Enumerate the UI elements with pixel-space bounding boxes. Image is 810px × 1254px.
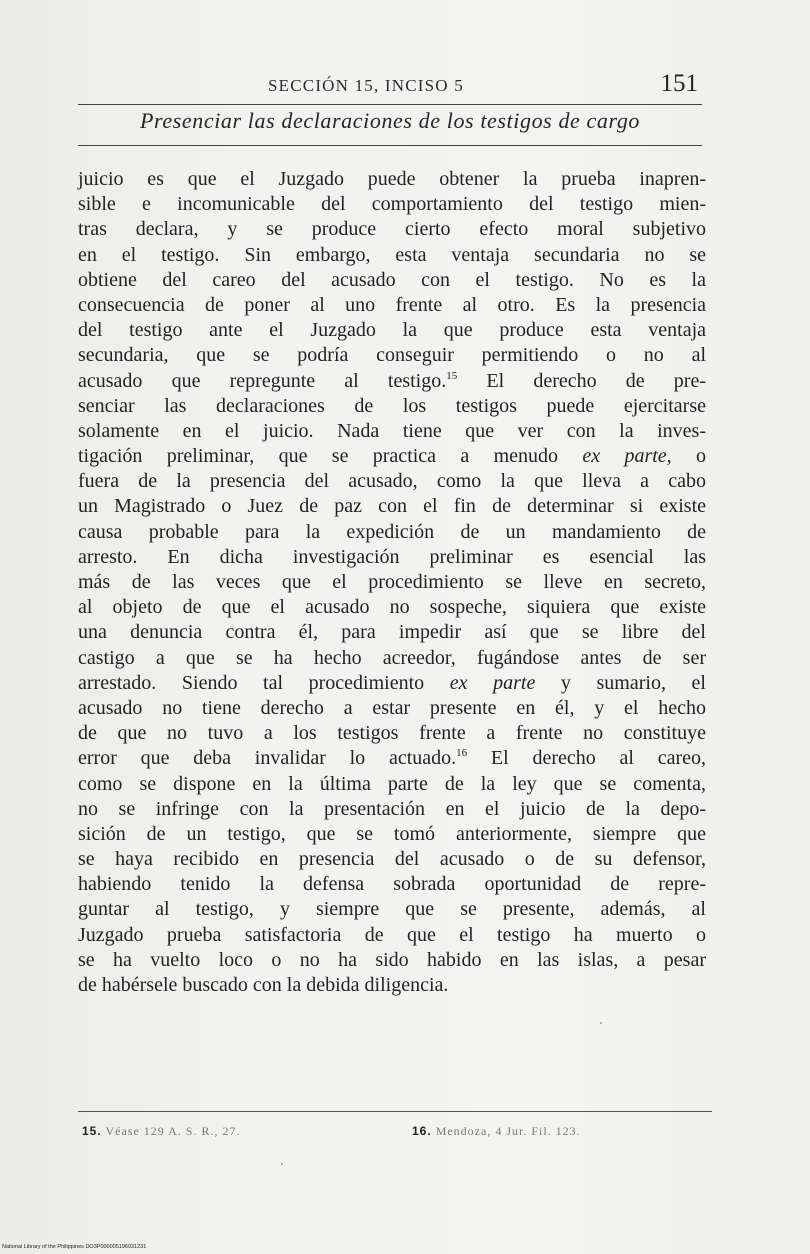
paper-speck (281, 1163, 283, 1165)
text-segment: El derecho de pre- (457, 369, 707, 392)
text-segment: tigación preliminar, que se practica a menudo (78, 445, 583, 468)
footnote-rule (78, 1111, 712, 1112)
text-line: al objeto de que el acusado no sospeche, siquiera que existe (78, 596, 706, 619)
text-segment: o (671, 445, 706, 468)
text-line: en el testigo. Sin embargo, esta ventaja secundaria no se (78, 243, 706, 266)
text-segment: error que deba invalidar lo actuado. (78, 747, 457, 770)
latin-term: ex parte, (582, 445, 672, 468)
text-line: se ha vuelto loco o no ha sido habido en las islas, a pesar (78, 948, 706, 971)
text-line: juicio es que el Juzgado puede obtener la prueba inapren- (78, 168, 706, 190)
text-line: de habérsele buscado con la debida diligencia. (78, 974, 449, 996)
text-line: un Magistrado o Juez de paz con el fin de determinar si existe (78, 495, 706, 518)
text-line: una denuncia contra él, para impedir así que se libre del (78, 621, 706, 644)
text-line: causa probable para la expedición de un mandamiento de (78, 520, 706, 543)
text-line: senciar las declaraciones de los testigos puede ejercitarse (78, 394, 706, 417)
text-segment: El derecho al careo, (467, 747, 706, 770)
text-line: sible e incomunicable del comportamiento del testigo mien- (78, 193, 706, 216)
text-line: como se dispone en la última parte de la ley que se comenta, (78, 772, 706, 795)
text-segment: arrestado. Siendo tal procedimiento (78, 671, 450, 694)
footnote-16 (412, 1124, 581, 1139)
text-line: secundaria, que se podría conseguir permitiendo o no al (78, 344, 706, 367)
body-paragraph (78, 167, 706, 998)
text-line: más de las veces que el procedimiento se lleve en secreto, (78, 571, 706, 593)
text-line: solamente en el juicio. Nada tiene que ver con la inves- (78, 419, 706, 442)
text-line: consecuencia de poner al uno frente al otro. Es la presencia (78, 293, 706, 316)
header-rule-bottom (78, 145, 702, 146)
text-line: castigo a que se ha hecho acreedor, fugándose antes de ser (78, 646, 706, 669)
text-line: no se infringe con la presentación en el juicio de la depo- (78, 797, 706, 820)
footnote-ref-15: 15 (446, 369, 458, 382)
text-line (78, 444, 706, 469)
footnote-number: 15. (82, 1124, 102, 1138)
text-line: guntar al testigo, y siempre que se presente, además, al (78, 898, 706, 921)
text-line (78, 671, 706, 696)
footnote-text: Mendoza, 4 Jur. Fil. 123. (431, 1124, 581, 1138)
latin-term: ex parte (449, 671, 536, 694)
text-line: Juzgado prueba satisfactoria de que el testigo ha muerto o (78, 923, 706, 946)
text-segment: acusado que repregunte al testigo. (78, 369, 447, 392)
section-title: Presenciar las declaraciones de los testigos de cargo (139, 108, 641, 133)
footnote-15 (82, 1124, 240, 1139)
text-line: sición de un testigo, que se tomó anteriormente, siempre que (78, 822, 706, 845)
text-line: tras declara, y se produce cierto efecto moral subjetivo (78, 218, 706, 241)
text-line: se haya recibido en presencia del acusado o de su defensor, (78, 848, 706, 871)
text-line (78, 369, 706, 394)
text-line: arresto. En dicha investigación preliminar es esencial las (78, 545, 706, 568)
footnote-text: Véase 129 A. S. R., 27. (101, 1124, 241, 1138)
text-line: del testigo ante el Juzgado la que produce esta ventaja (78, 319, 706, 342)
running-head: SECCIÓN 15, INCISO 5 (268, 76, 464, 95)
text-line (78, 746, 706, 771)
header-rule-top (78, 104, 702, 105)
page-header (78, 70, 702, 104)
text-line: habiendo tenido la defensa sobrada oportunidad de repre- (78, 873, 706, 896)
footnote-number: 16. (412, 1124, 432, 1138)
text-line: de que no tuvo a los testigos frente a frente no constituye (78, 722, 706, 745)
text-segment: y sumario, el (535, 671, 706, 694)
text-line: obtiene del careo del acusado con el testigo. No es la (78, 268, 706, 291)
footnote-ref-16: 16 (456, 747, 468, 760)
text-line: fuera de la presencia del acusado, como la que lleva a cabo (78, 470, 706, 493)
page-number: 151 (660, 70, 698, 97)
library-credit: National Library of the Philippines DO3P000005196031231 (2, 1244, 147, 1250)
text-line: acusado no tiene derecho a estar presente en él, y el hecho (78, 696, 706, 719)
paper-speck (600, 1022, 602, 1024)
